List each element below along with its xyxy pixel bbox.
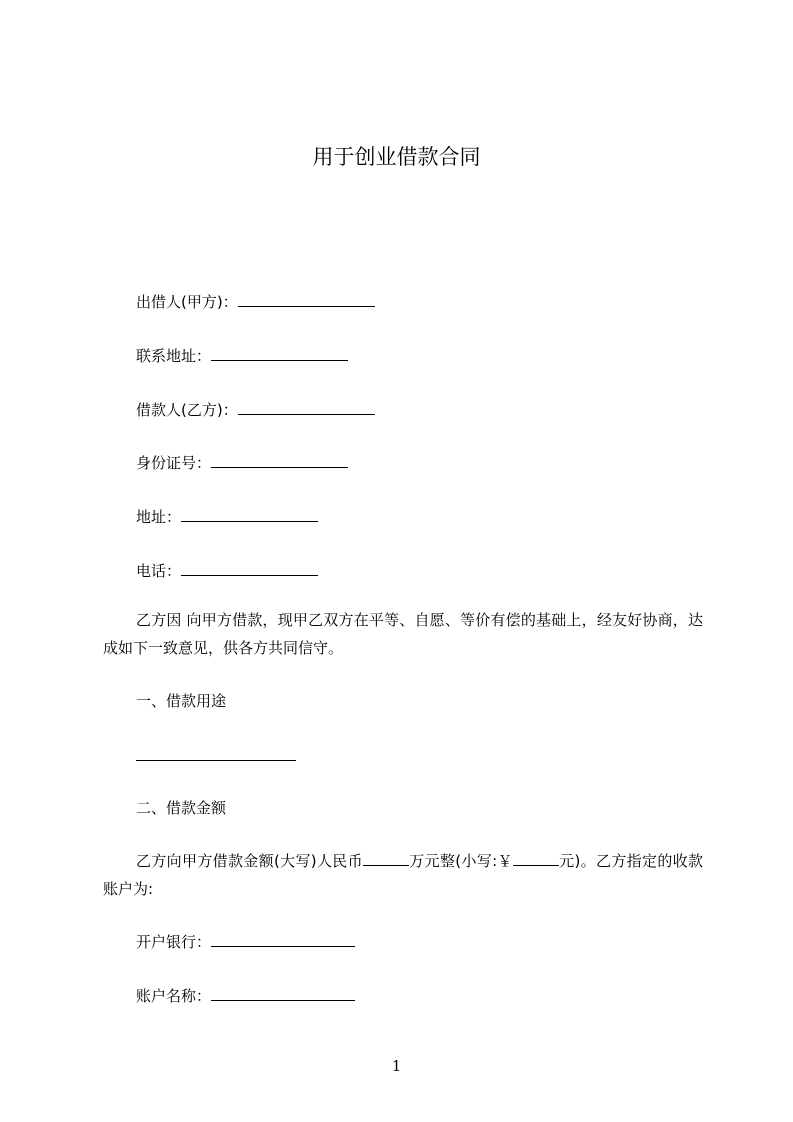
borrower-blank[interactable] <box>238 399 375 415</box>
phone-label: 电话： <box>136 562 182 580</box>
amount-text-2: 万元整(小写:￥ <box>408 852 513 870</box>
id-number-label: 身份证号： <box>136 454 212 472</box>
document-title: 用于创业借款合同 <box>312 145 481 169</box>
account-name-blank[interactable] <box>211 985 355 1001</box>
amount-capital-blank[interactable] <box>363 850 409 866</box>
phone-blank[interactable] <box>181 560 318 576</box>
lender-field <box>136 291 375 312</box>
id-number-field <box>136 452 348 473</box>
borrower-label: 借款人(乙方)： <box>136 401 238 419</box>
purpose-blank[interactable] <box>136 760 296 761</box>
intro-paragraph: 乙方因 向甲方借款，现甲乙双方在平等、自愿、等价有偿的基础上，经友好协商，达成如下一致意见，供各方共同信守。 <box>103 611 703 657</box>
page-number: 1 <box>391 1057 402 1075</box>
phone-field <box>136 560 318 581</box>
bank-field <box>136 931 355 952</box>
amount-paragraph <box>103 847 703 903</box>
amount-text-3: 元)。乙方指定的收款账户为: <box>103 852 703 898</box>
lender-blank[interactable] <box>238 291 375 307</box>
bank-label: 开户银行： <box>136 933 212 951</box>
contact-address-label: 联系地址： <box>136 347 212 365</box>
address-field <box>136 506 318 527</box>
amount-text-1: 乙方向甲方借款金额(大写)人民币 <box>136 852 363 870</box>
id-number-blank[interactable] <box>211 452 348 468</box>
address-label: 地址： <box>136 508 182 526</box>
contact-address-blank[interactable] <box>211 345 348 361</box>
section1-heading: 一、借款用途 <box>136 692 227 710</box>
borrower-field <box>136 399 375 420</box>
account-name-field <box>136 985 355 1006</box>
account-name-label: 账户名称： <box>136 987 212 1005</box>
bank-blank[interactable] <box>211 931 355 947</box>
section2-heading: 二、借款金额 <box>136 799 227 817</box>
amount-numeric-blank[interactable] <box>513 850 559 866</box>
contact-address-field <box>136 345 348 366</box>
address-blank[interactable] <box>181 506 318 522</box>
lender-label: 出借人(甲方)： <box>136 293 238 311</box>
